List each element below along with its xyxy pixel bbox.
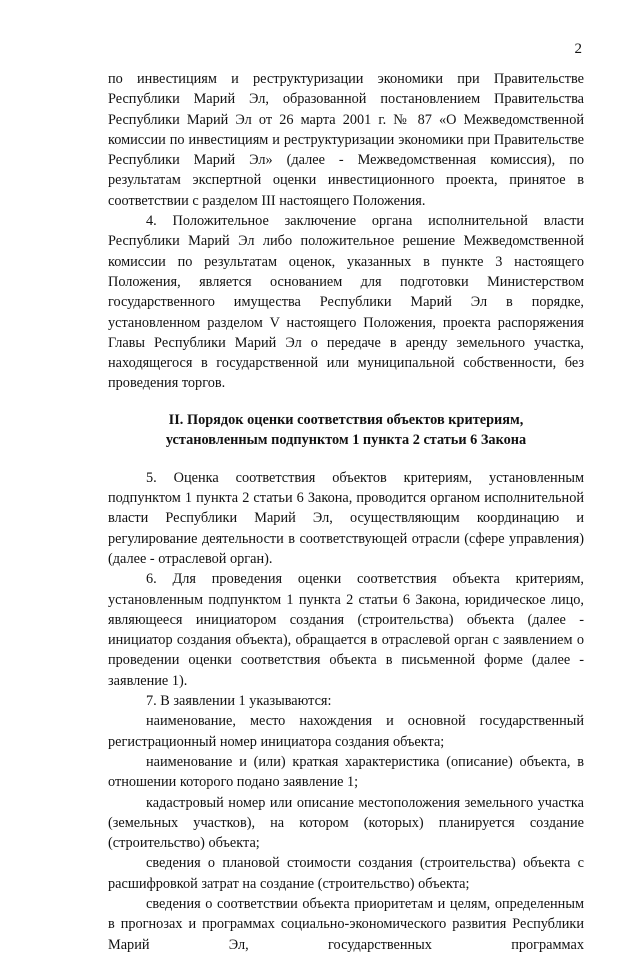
section-heading xyxy=(108,410,584,450)
paragraph-item-7: 7. В заявлении 1 указываются: xyxy=(146,693,332,710)
paragraph-continuation: по инвестициям и реструктуризации экономики при Правительстве Республики Марий Эл, образованной постановлением Правительства Республики Марий Эл от 26 марта 2001 г. № 87 «О Межведомственной комиссии по инвестициям и реструктуризации экономики при Правительстве Республики Марий Эл» (далее - Межведомственная комиссия), по результатам экспертной оценки инвестиционного проекта, принятое в соответствии с разделом III настоящего Положения. xyxy=(108,71,584,209)
section-heading-line-2: установленным подпунктом 1 пункта 2 статьи 6 Закона xyxy=(165,431,527,448)
section-heading-line-1: II. Порядок оценки соответствия объектов критериям, xyxy=(168,411,524,428)
page-number: 2 xyxy=(574,41,582,57)
list-item-planned-cost: сведения о плановой стоимости создания (строительства) объекта с расшифровкой затрат на создание (строительство) объекта; xyxy=(108,855,584,892)
list-item-cadastral-number: кадастровый номер или описание местоположения земельного участка (земельных участков), на котором (которых) планируется создание (строительство) объекта; xyxy=(108,794,584,852)
paragraph-item-5: 5. Оценка соответствия объектов критериям, установленным подпунктом 1 пункта 2 статьи 6 Закона, проводится органом исполнительной власти Республики Марий Эл, осуществляющим координацию и регулирование деятельности в соответствующей отрасли (сфере управления) (далее - отраслевой орган). xyxy=(108,469,584,567)
list-item-initiator-name: наименование, место нахождения и основной государственный регистрационный номер инициатора создания объекта; xyxy=(108,713,584,750)
list-item-priorities: сведения о соответствии объекта приоритетам и целям, определенным в прогнозах и программах социально-экономического развития Республики Марий Эл, государственных программах xyxy=(108,895,584,953)
paragraph-item-6: 6. Для проведения оценки соответствия объекта критериям, установленным подпунктом 1 пункта 2 статьи 6 Закона, юридическое лицо, являющееся инициатором создания (строительства) объекта (далее - инициатор создания объекта), обращается в отраслевой орган с заявлением о проведении оценки соответствия объекта в письменной форме (далее - заявление 1). xyxy=(108,571,584,689)
list-item-object-description: наименование и (или) краткая характеристика (описание) объекта, в отношении которого подано заявление 1; xyxy=(108,753,584,791)
paragraph-item-4: 4. Положительное заключение органа исполнительной власти Республики Марий Эл либо положительное решение Межведомственной комиссии по результатам оценок, указанных в пункте 3 настоящего Положения, является основанием для подготовки Министерством государственного имущества Республики Марий Эл в порядке, установленном разделом V настоящего Положения, проекта распоряжения Главы Республики Марий Эл о передаче в аренду земельного участка, находящегося в государственной или муниципальной собственности, без проведения торгов. xyxy=(108,213,584,392)
document-body xyxy=(108,69,584,955)
